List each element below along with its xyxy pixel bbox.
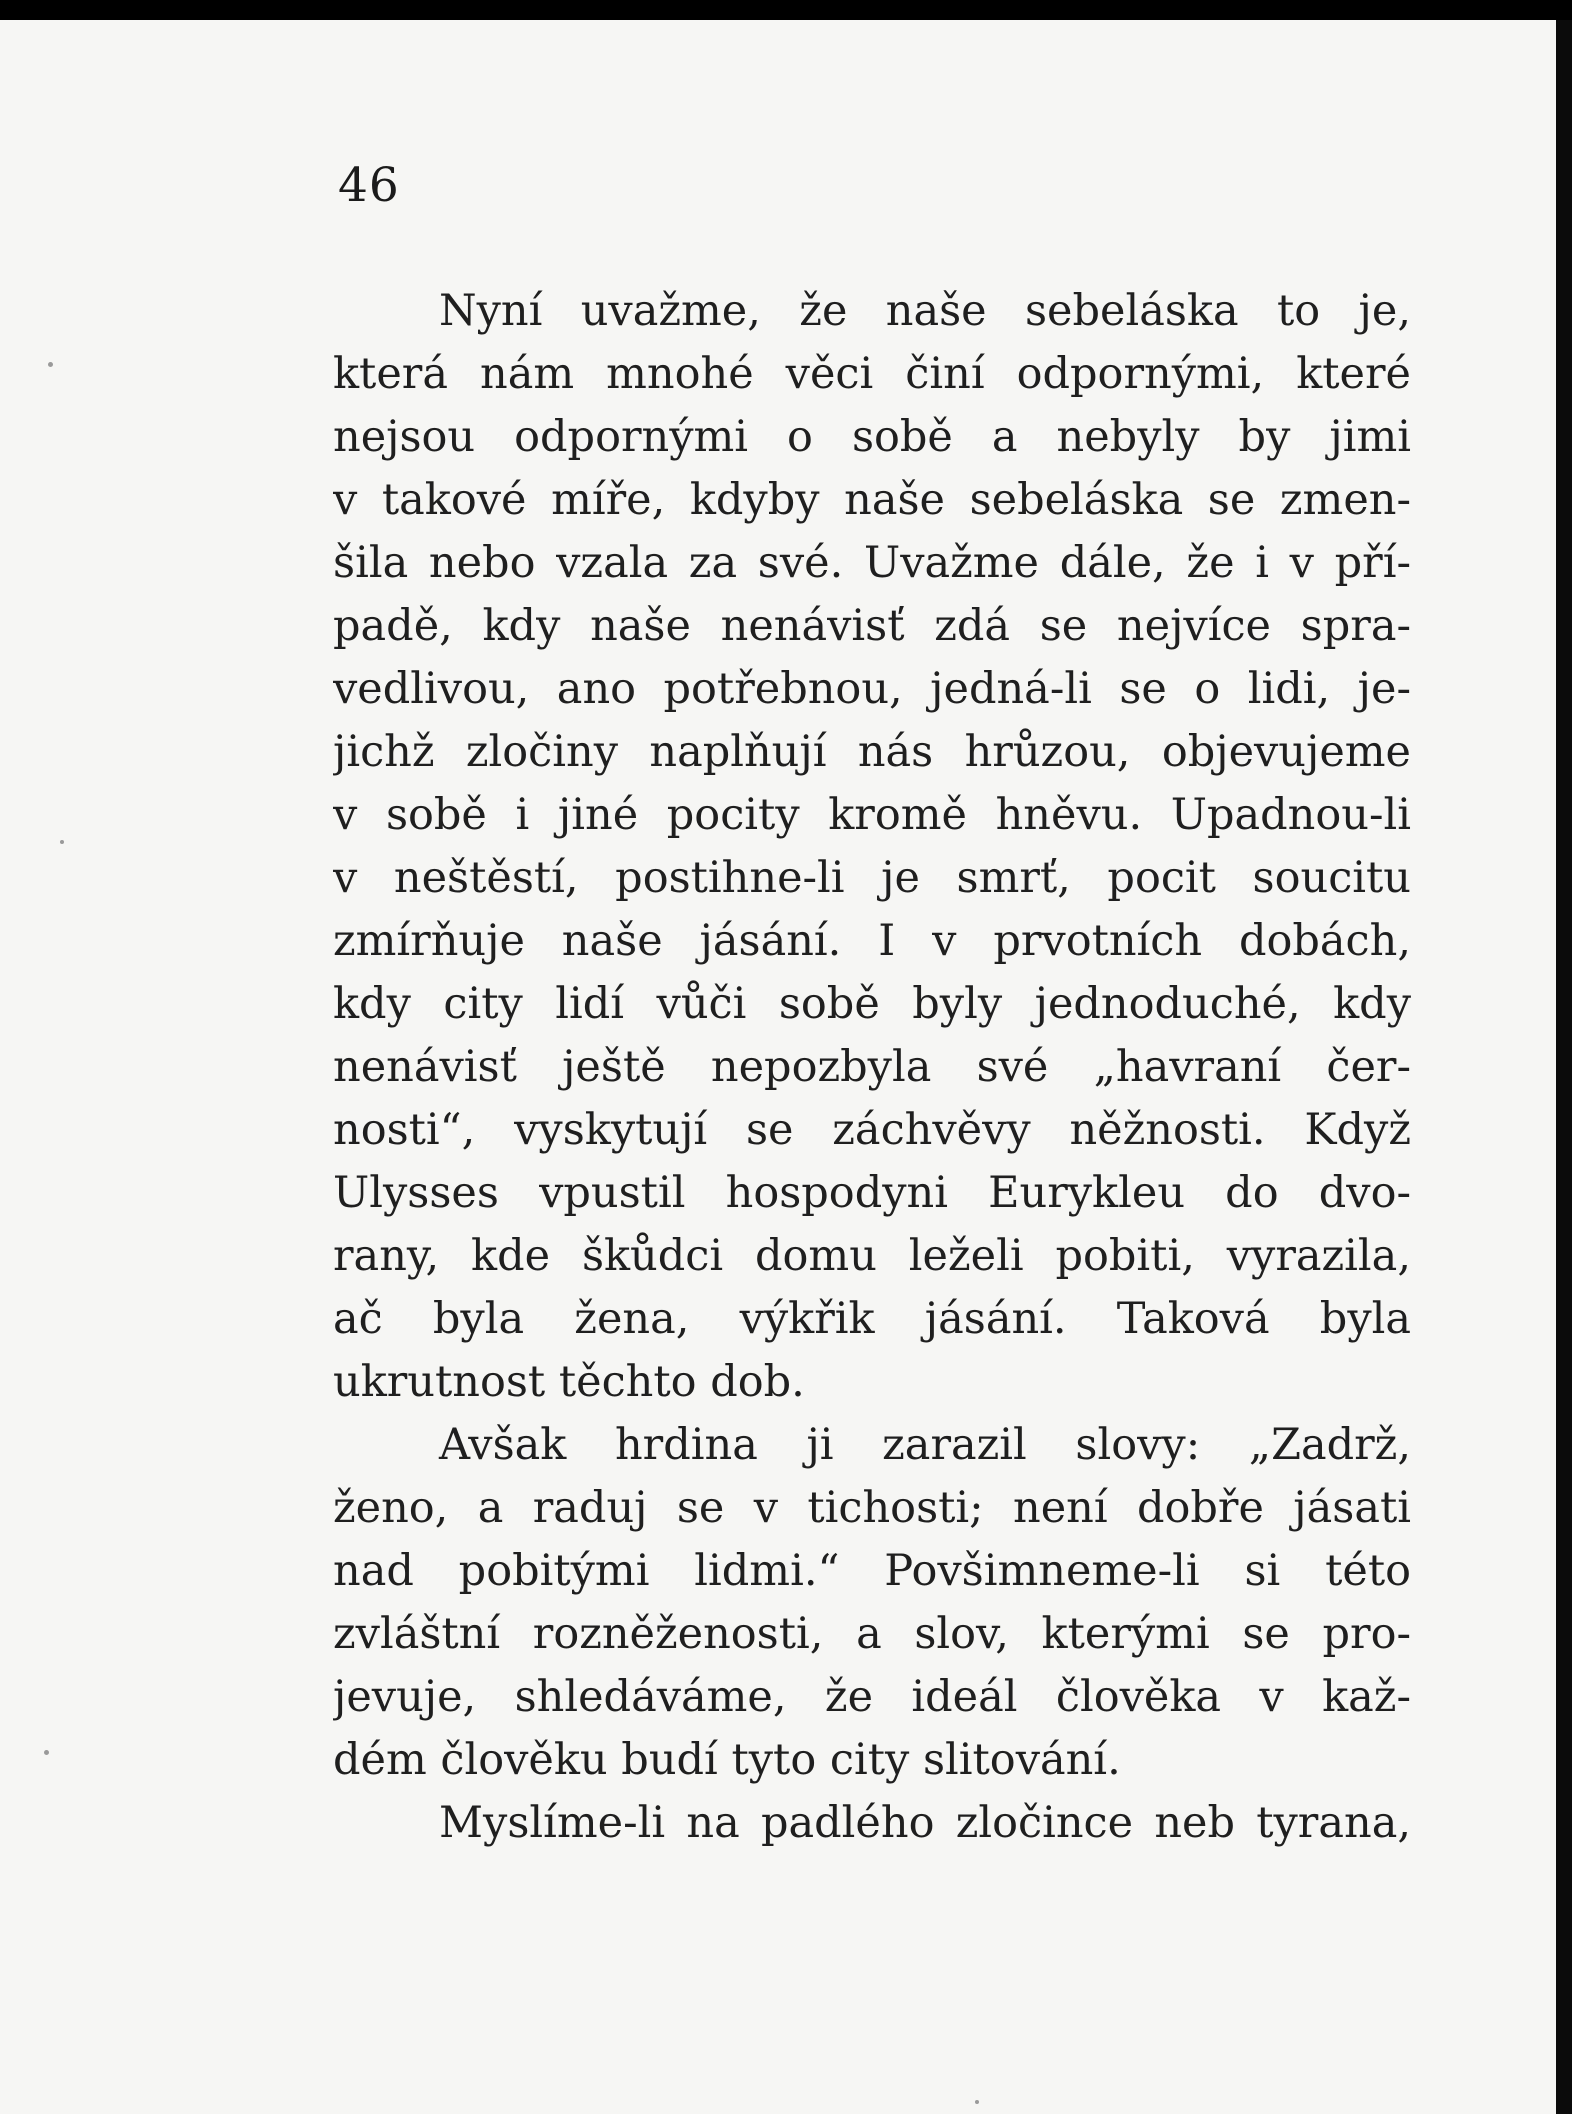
text-line: zvláštní rozněženosti, a slov, kterými se pro-: [333, 1609, 1411, 1659]
text-line: v sobě i jiné pocity kromě hněvu. Upadnou-li: [333, 790, 1411, 840]
text-line: zmírňuje naše jásání. I v prvotních dobách,: [333, 916, 1411, 966]
text-line: v neštěstí, postihne-li je smrť, pocit soucitu: [333, 853, 1411, 903]
text-line: padě, kdy naše nenávisť zdá se nejvíce spra-: [333, 601, 1411, 651]
text-line: kdy city lidí vůči sobě byly jednoduché, kdy: [333, 979, 1411, 1029]
text-line: dém člověku budí tyto city slitování.: [333, 1735, 1121, 1785]
text-line: nad pobitými lidmi.“ Povšimneme-li si této: [333, 1546, 1411, 1596]
paper-speck: [60, 840, 64, 844]
book-page: [0, 20, 1556, 2114]
text-line: která nám mnohé věci činí odpornými, které: [333, 349, 1411, 399]
paper-speck: [975, 2100, 979, 2104]
text-line: nenávisť ještě nepozbyla své „havraní čer-: [333, 1042, 1411, 1092]
paper-speck: [48, 362, 53, 367]
text-line: jevuje, shledáváme, že ideál člověka v kaž-: [333, 1672, 1411, 1722]
text-line: ženo, a raduj se v tichosti; není dobře jásati: [333, 1483, 1411, 1533]
text-line: nosti“, vyskytují se záchvěvy něžnosti. Když: [333, 1105, 1411, 1155]
page-edge: [1556, 20, 1572, 2114]
text-line: Myslíme-li na padlého zločince neb tyrana,: [439, 1798, 1411, 1848]
body-text: [333, 280, 1411, 1855]
text-line: vedlivou, ano potřebnou, jedná-li se o lidi, je-: [333, 664, 1411, 714]
text-line: rany, kde škůdci domu leželi pobiti, vyrazila,: [333, 1231, 1411, 1281]
text-line: nejsou odpornými o sobě a nebyly by jimi: [333, 412, 1411, 462]
page-number: 46: [338, 158, 400, 213]
text-line: ukrutnost těchto dob.: [333, 1357, 805, 1407]
text-line: Ulysses vpustil hospodyni Eurykleu do dvo-: [333, 1168, 1411, 1218]
text-line: Nyní uvažme, že naše sebeláska to je,: [439, 286, 1411, 336]
text-line: ač byla žena, výkřik jásání. Taková byla: [333, 1294, 1411, 1344]
text-line: v takové míře, kdyby naše sebeláska se zmen-: [333, 475, 1411, 525]
text-line: jichž zločiny naplňují nás hrůzou, objevujeme: [333, 727, 1411, 777]
text-line: šila nebo vzala za své. Uvažme dále, že i v pří-: [333, 538, 1411, 588]
text-line: Avšak hrdina ji zarazil slovy: „Zadrž,: [439, 1420, 1411, 1470]
paper-speck: [44, 1750, 49, 1755]
